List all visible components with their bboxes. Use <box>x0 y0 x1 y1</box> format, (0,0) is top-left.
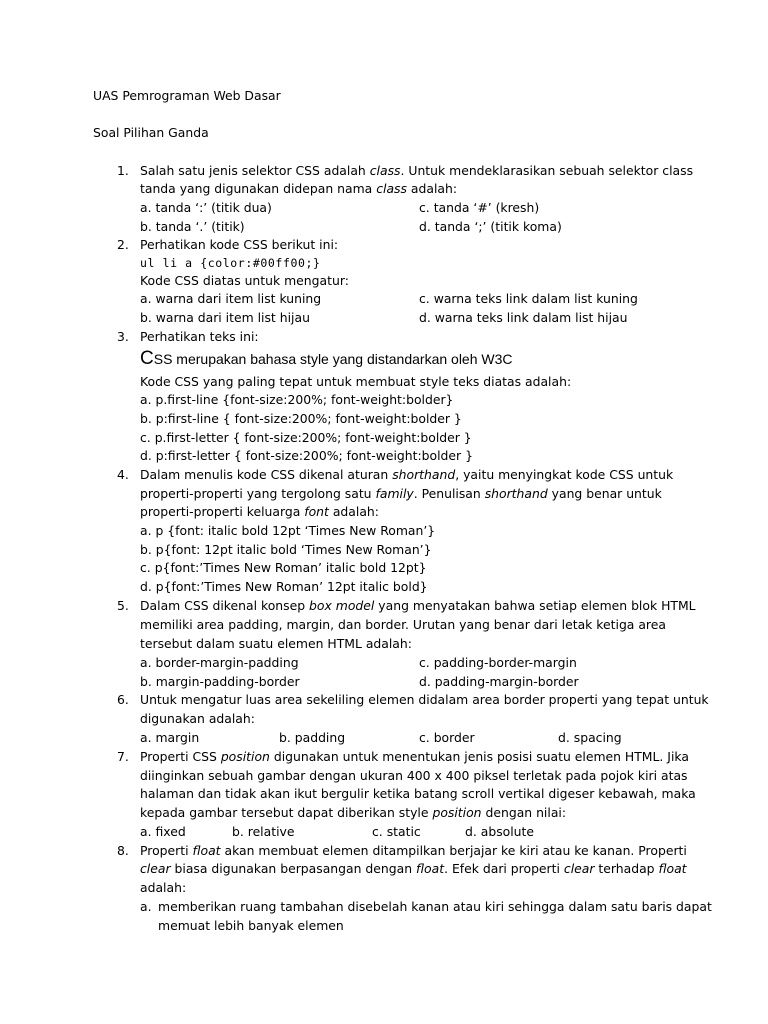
question-text: diinginkan sebuah gambar dengan ukuran 400 x 400 piksel terletak pada pojok kiri atas <box>140 768 688 783</box>
question-number: 7. <box>117 749 129 764</box>
option-label: a. <box>140 899 152 914</box>
option-a: a. p.first-line {font-size:200%; font-weight:bolder} <box>140 392 454 407</box>
option-d: d. absolute <box>465 824 535 839</box>
question-text: Dalam CSS dikenal konsep box model yang menyatakan bahwa setiap elemen blok HTML <box>140 598 696 613</box>
option-b: b. p:first-line { font-size:200%; font-weight:bolder } <box>140 411 462 426</box>
option-c: c. p{font:’Times New Roman’ italic bold 12pt} <box>140 560 427 575</box>
option-a: a. warna dari item list kuning <box>140 291 322 306</box>
question-number: 3. <box>117 329 129 344</box>
question-text: digunakan adalah: <box>140 711 255 726</box>
option-b: b. warna dari item list hijau <box>140 310 310 325</box>
option-b: b. margin-padding-border <box>140 674 300 689</box>
option-a: a. margin <box>140 730 200 745</box>
question-text: Dalam menulis kode CSS dikenal aturan shorthand, yaitu menyingkat kode CSS untuk <box>140 467 674 482</box>
question-number: 1. <box>117 163 129 178</box>
question-text: tanda yang digunakan didepan nama class adalah: <box>140 181 458 196</box>
question-text: adalah: <box>140 880 187 895</box>
styled-sample-text: CSS merupakan bahasa style yang distandarkan oleh W3C <box>140 348 513 369</box>
question-text: Kode CSS diatas untuk mengatur: <box>140 273 349 288</box>
option-c: c. tanda ‘#’ (kresh) <box>419 200 540 215</box>
option-a: a. border-margin-padding <box>140 655 299 670</box>
option-d: d. warna teks link dalam list hijau <box>419 310 628 325</box>
question-text: Perhatikan teks ini: <box>140 329 259 344</box>
option-d: d. p{font:’Times New Roman’ 12pt italic bold} <box>140 579 428 594</box>
question-text: Salah satu jenis selektor CSS adalah class. Untuk mendeklarasikan sebuah selektor class <box>140 163 694 178</box>
option-b: b. tanda ‘.’ (titik) <box>140 219 245 234</box>
option-c: c. padding-border-margin <box>419 655 577 670</box>
document-title: UAS Pemrograman Web Dasar <box>93 88 281 103</box>
option-a: memberikan ruang tambahan disebelah kanan atau kiri sehingga dalam satu baris dapat <box>158 899 712 914</box>
option-a-continued: memuat lebih banyak elemen <box>158 918 344 933</box>
question-number: 4. <box>117 467 129 482</box>
option-b: b. p{font: 12pt italic bold ‘Times New Roman’} <box>140 542 432 557</box>
question-text: halaman dan tidak akan ikut bergulir ketika batang scroll vertikal digeser kebawah, maka <box>140 786 696 801</box>
question-number: 5. <box>117 598 129 613</box>
option-a: a. fixed <box>140 824 186 839</box>
option-c: c. warna teks link dalam list kuning <box>419 291 638 306</box>
question-text: clear biasa digunakan berpasangan dengan float. Efek dari properti clear terhadap float <box>140 861 687 876</box>
question-number: 8. <box>117 843 129 858</box>
option-a: a. p {font: italic bold 12pt ‘Times New Roman’} <box>140 523 436 538</box>
option-d: d. padding-margin-border <box>419 674 579 689</box>
option-d: d. spacing <box>558 730 622 745</box>
question-text: memiliki area padding, margin, dan border. Urutan yang benar dari letak ketiga area <box>140 617 666 632</box>
option-c: c. p.first-letter { font-size:200%; font-weight:bolder } <box>140 430 472 445</box>
option-b: b. relative <box>232 824 295 839</box>
option-b: b. padding <box>279 730 346 745</box>
code-sample: ul li a {color:#00ff00;} <box>140 256 321 270</box>
option-d: d. tanda ‘;’ (titik koma) <box>419 219 562 234</box>
question-text: Properti CSS position digunakan untuk menentukan jenis posisi suatu elemen HTML. Jika <box>140 749 689 764</box>
section-heading: Soal Pilihan Ganda <box>93 125 209 140</box>
option-a: a. tanda ‘:’ (titik dua) <box>140 200 272 215</box>
question-text: Properti float akan membuat elemen ditampilkan berjajar ke kiri atau ke kanan. Properti <box>140 843 687 858</box>
question-text: Untuk mengatur luas area sekeliling elemen didalam area border properti yang tepat untuk <box>140 692 709 707</box>
question-number: 6. <box>117 692 129 707</box>
question-text: Perhatikan kode CSS berikut ini: <box>140 237 339 252</box>
option-c: c. border <box>419 730 475 745</box>
option-d: d. p:first-letter { font-size:200%; font-weight:bolder } <box>140 448 473 463</box>
question-text: Kode CSS yang paling tepat untuk membuat style teks diatas adalah: <box>140 374 572 389</box>
question-text: tersebut dalam suatu elemen HTML adalah: <box>140 636 412 651</box>
question-number: 2. <box>117 237 129 252</box>
option-c: c. static <box>372 824 421 839</box>
question-text: properti-properti yang tergolong satu family. Penulisan shorthand yang benar untuk <box>140 486 662 501</box>
question-text: kepada gambar tersebut dapat diberikan style position dengan nilai: <box>140 805 567 820</box>
question-text: properti-properti keluarga font adalah: <box>140 504 379 519</box>
